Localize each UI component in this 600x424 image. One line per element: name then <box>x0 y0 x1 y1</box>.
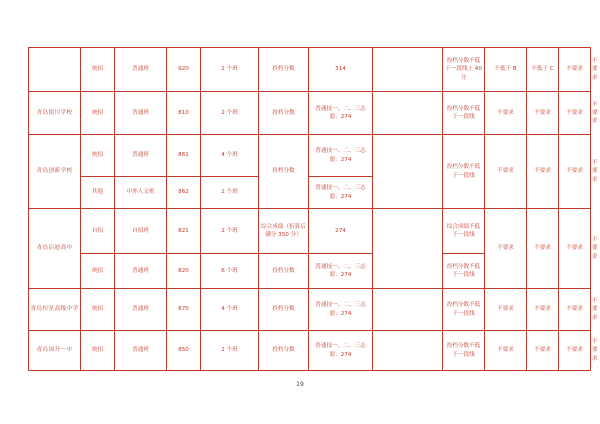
table-cell: 不要求 <box>527 135 559 209</box>
table-cell: 4 个班 <box>201 135 259 177</box>
table-cell: 2 个班 <box>201 209 259 254</box>
table-cell: 投档分数 <box>259 331 309 371</box>
table-cell: 861 <box>167 135 201 177</box>
table-cell: 投档分数 <box>259 48 309 92</box>
table-cell: 青岛恒星高级中学 <box>29 289 81 331</box>
table-cell: 不要求 <box>485 92 527 135</box>
table-cell: 青岛创新学校 <box>29 135 81 209</box>
table-cell <box>373 92 443 135</box>
table-cell: 普通技一、二、三志愿：274 <box>309 289 373 331</box>
table-cell: 投档分数不低于一段线 <box>443 135 485 209</box>
table-cell: 普通技一、二、三志愿：274 <box>309 92 373 135</box>
table-cell: 自招 <box>81 209 115 254</box>
table-cell: 投档分数不低于一段线 <box>443 289 485 331</box>
table-cell <box>373 209 443 289</box>
table-cell: 青岛国开一中 <box>29 331 81 371</box>
admission-table-container <box>28 47 598 371</box>
page-number: 19 <box>296 381 304 388</box>
table-cell: 810 <box>167 92 201 135</box>
table-cell: 862 <box>167 177 201 209</box>
table-row: 青岛国开一中 统招 普通班 850 2 个班 投档分数 普通技一、二、三志愿：274 投档分数不低于一段线 不要求 不要求 不要求 不要求 <box>29 331 591 371</box>
table-cell: 普通技一、二、三志愿：274 <box>309 177 373 209</box>
table-row: 青岛启迪高中 自招 自招班 821 2 个班 综合成绩（折算后满分 350 分） 274 综合成绩不低于一段线 不要求 不要求 不要求 不要求 <box>29 209 591 254</box>
table-cell <box>373 289 443 331</box>
table-cell <box>29 48 81 92</box>
table-cell: 普通班 <box>115 48 167 92</box>
table-cell: 普通技一、二、三志愿：274 <box>309 254 373 289</box>
table-cell: 274 <box>309 209 373 254</box>
table-cell <box>373 135 443 209</box>
table-cell: 不要求 <box>527 209 559 289</box>
table-cell: 6 个班 <box>201 254 259 289</box>
table-cell: 4 个班 <box>201 289 259 331</box>
table-cell: 850 <box>167 331 201 371</box>
table-cell: 820 <box>167 254 201 289</box>
table-cell: 统招 <box>81 92 115 135</box>
table-cell: 821 <box>167 209 201 254</box>
table-cell: 普通技一、二、三志愿：274 <box>309 331 373 371</box>
table-cell: 不要求 <box>559 209 591 289</box>
table-cell: 不要求 <box>485 209 527 289</box>
admission-table <box>28 47 598 371</box>
table-cell: 不要求 <box>485 289 527 331</box>
table-cell: 统招 <box>81 331 115 371</box>
table-cell: 不要求 <box>559 135 591 209</box>
table-cell: 不低于 C <box>527 48 559 92</box>
table-row: 青岛恒星高级中学 统招 普通班 870 4 个班 投档分数 普通技一、二、三志愿：274 投档分数不低于一段线 不要求 不要求 不要求 不要求 <box>29 289 591 331</box>
table-cell: 2 个班 <box>201 48 259 92</box>
table-cell: 综合成绩（折算后满分 350 分） <box>259 209 309 254</box>
table-cell: 不要求 <box>527 331 559 371</box>
table-cell: 青岛银川学校 <box>29 92 81 135</box>
table-cell: 普通班 <box>115 135 167 177</box>
table-cell: 统招 <box>81 48 115 92</box>
table-cell: 统招 <box>81 135 115 177</box>
table-cell: 不低于 B <box>485 48 527 92</box>
table-cell: 投档分数不低于一段线 <box>443 331 485 371</box>
table-cell <box>373 48 443 92</box>
table-cell: 不要求 <box>559 331 591 371</box>
table-cell: 不要求 <box>527 92 559 135</box>
table-cell: 投档分数 <box>259 135 309 209</box>
table-cell: 870 <box>167 289 201 331</box>
table-cell: 投档分数 <box>259 92 309 135</box>
table-cell: 综合成绩不低于一段线 <box>443 209 485 254</box>
table-cell: 不要求 <box>527 289 559 331</box>
table-row: 统招 普通班 920 2 个班 投档分数 314 投档分数不低于一段线上 40 分 不低于 B 不低于 C 不要求 不要求 <box>29 48 591 92</box>
table-cell: 920 <box>167 48 201 92</box>
table-row: 青岛银川学校 统招 普通班 810 2 个班 投档分数 普通技一、二、三志愿：274 投档分数不低于一段线 不要求 不要求 不要求 不要求 <box>29 92 591 135</box>
table-cell: 314 <box>309 48 373 92</box>
table-cell: 青岛启迪高中 <box>29 209 81 289</box>
table-cell: 中外人文班 <box>115 177 167 209</box>
table-cell: 普通班 <box>115 289 167 331</box>
table-cell: 统招 <box>81 289 115 331</box>
table-cell: 不要求 <box>559 92 591 135</box>
table-cell: 不要求 <box>559 289 591 331</box>
table-cell: 其他 <box>81 177 115 209</box>
table-cell: 不要求 <box>485 331 527 371</box>
table-cell: 投档分数不低于一段线 <box>443 92 485 135</box>
table-cell: 普通班 <box>115 331 167 371</box>
table-row: 青岛创新学校 统招 普通班 861 4 个班 投档分数 普通技一、二、三志愿：274 投档分数不低于一段线 不要求 不要求 不要求 不要求 <box>29 135 591 177</box>
table-cell: 普通技一、二、三志愿：274 <box>309 135 373 177</box>
table-cell: 普通班 <box>115 254 167 289</box>
table-cell: 不要求 <box>485 135 527 209</box>
table-cell: 2 个班 <box>201 92 259 135</box>
table-cell: 2 个班 <box>201 331 259 371</box>
table-cell: 投档分数不低于一段线 <box>443 254 485 289</box>
table-cell: 普通班 <box>115 92 167 135</box>
table-cell: 投档分数 <box>259 254 309 289</box>
table-cell: 投档分数 <box>259 289 309 331</box>
table-cell: 2 个班 <box>201 177 259 209</box>
table-cell <box>373 331 443 371</box>
table-cell: 不要求 <box>559 48 591 92</box>
table-cell: 自招班 <box>115 209 167 254</box>
table-body <box>29 48 598 371</box>
table-cell: 投档分数不低于一段线上 40 分 <box>443 48 485 92</box>
table-cell: 统招 <box>81 254 115 289</box>
